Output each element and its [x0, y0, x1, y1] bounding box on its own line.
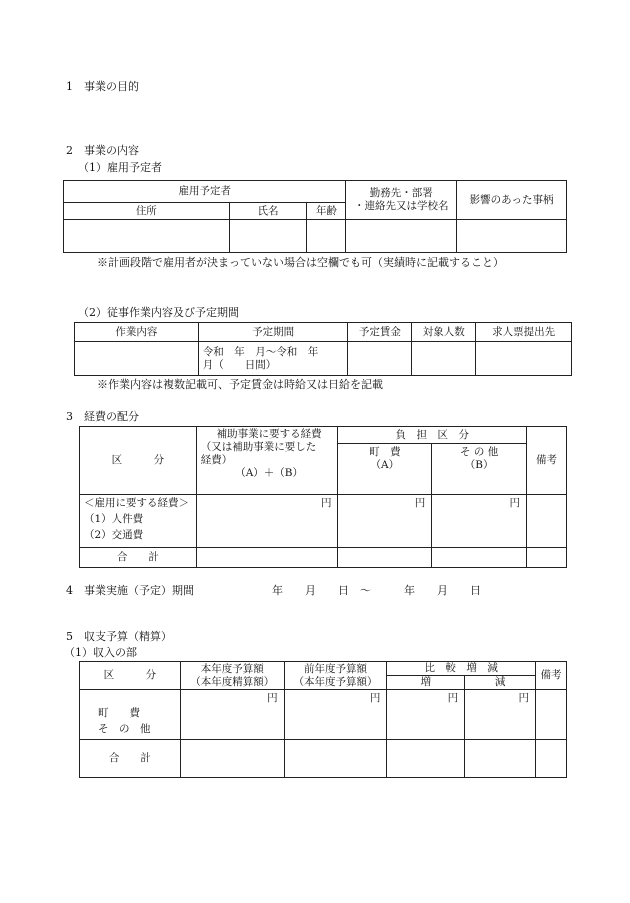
section-4-date: 年 月 日 ～ 年 月 日 [272, 584, 481, 597]
note-1: ※計画段階で雇用者が決まっていない場合は空欄でも可（実績時に記載すること） [97, 256, 504, 269]
section-2-sub2: （2）従事作業内容及び予定期間 [78, 306, 239, 319]
expense-total-line2: （又は補助事業に要した [200, 441, 317, 453]
town-header-label: 町 費 [369, 446, 401, 458]
workplace-header-line2: ・連絡先又は学校名 [354, 200, 449, 212]
section-5-sub1: （1）収入の部 [64, 646, 137, 659]
decrease-value: 円 [465, 690, 536, 740]
income-biko-header: 備考 [536, 662, 567, 690]
note-2: ※作業内容は複数記載可、予定賃金は時給又は日給を記載 [97, 378, 383, 391]
section-2-title: 2 事業の内容 [66, 144, 139, 157]
income-table [79, 661, 567, 778]
town-value: 円 [338, 495, 432, 548]
period-header: 予定期間 [198, 323, 348, 342]
expense-total-header [196, 427, 338, 495]
other-value: 円 [432, 495, 527, 548]
this-year-line1: 本年度予算額 [200, 662, 264, 675]
this-year-header [180, 662, 284, 690]
expense-total-line1: 補助事業に要する経費 [216, 428, 322, 440]
increase-value: 円 [387, 690, 465, 740]
influence-header: 影響のあった事柄 [457, 181, 567, 220]
expense-biko-header: 備考 [527, 427, 567, 495]
age-cell [307, 220, 346, 253]
expense-table [79, 426, 567, 568]
compare-header: 比 較 増 減 [387, 662, 536, 676]
period-line2: 月（ 日間） [202, 358, 277, 371]
prev-year-line2: （本年度予算額） [293, 675, 378, 688]
decrease-sum [465, 740, 536, 778]
prev-year-sum [284, 740, 387, 778]
prev-year-line1: 前年度予算額 [303, 662, 367, 675]
expense-biko-cell [527, 495, 567, 548]
section-4-title: 4 事業実施（予定）期間 [66, 584, 194, 597]
period-line1: 令和 年 月～令和 年 [202, 345, 319, 358]
town-header [338, 444, 432, 495]
expense-item-2: （1）人件費 [84, 513, 144, 525]
income-items-cell [80, 690, 181, 740]
name-cell [229, 220, 307, 253]
income-item-town: 町 費 [98, 707, 140, 719]
expense-item-1: ＜雇用に要する経費＞ [84, 497, 189, 509]
dest-cell [476, 342, 572, 376]
name-header: 氏名 [229, 203, 307, 220]
expense-kubun-header: 区 分 [80, 427, 197, 495]
other-sum [432, 548, 527, 568]
income-item-other: そ の 他 [98, 723, 151, 735]
employee-table [63, 180, 567, 253]
prev-year-value: 円 [284, 690, 387, 740]
burden-header: 負 担 区 分 [338, 427, 527, 444]
income-biko-sum [536, 740, 567, 778]
increase-header: 増 [387, 676, 465, 690]
workplace-header-line1: 勤務先・部署 [369, 187, 433, 199]
period-cell [198, 342, 348, 376]
town-header-a: （A） [370, 459, 400, 471]
biko-sum [527, 548, 567, 568]
influence-cell [457, 220, 567, 253]
age-header: 年齢 [307, 203, 346, 220]
expense-total-sum [196, 548, 338, 568]
town-sum [338, 548, 432, 568]
count-header: 対象人数 [412, 323, 476, 342]
section-3-title: 3 経費の配分 [66, 410, 139, 423]
employee-group-header: 雇用予定者 [64, 181, 346, 203]
income-biko-cell [536, 690, 567, 740]
wage-header: 予定賃金 [348, 323, 412, 342]
this-year-sum [180, 740, 284, 778]
expense-total-line3: 経費） [200, 454, 233, 466]
section-5-title: 5 収支予算（精算） [66, 630, 172, 643]
dest-header: 求人票提出先 [476, 323, 572, 342]
expense-item-3: （2）交通費 [84, 529, 144, 541]
address-header: 住所 [64, 203, 230, 220]
work-table [74, 322, 572, 376]
other-header [432, 444, 527, 495]
wage-cell [348, 342, 412, 376]
section-2-sub1: （1）雇用予定者 [78, 161, 162, 174]
count-cell [412, 342, 476, 376]
income-total-label: 合 計 [80, 740, 181, 778]
workplace-cell [346, 220, 457, 253]
expense-items-cell [80, 495, 197, 548]
this-year-line2: （本年度精算額） [190, 675, 275, 688]
increase-sum [387, 740, 465, 778]
this-year-value: 円 [180, 690, 284, 740]
section-1-title: 1 事業の目的 [66, 80, 139, 93]
address-cell [64, 220, 230, 253]
income-kubun-header: 区 分 [80, 662, 181, 690]
workplace-header [346, 181, 457, 220]
expense-total-label: 合 計 [80, 548, 197, 568]
other-header-b: （B） [464, 459, 494, 471]
other-header-label: そ の 他 [460, 446, 499, 458]
work-cell [75, 342, 199, 376]
expense-total-value: 円 [196, 495, 338, 548]
prev-year-header [284, 662, 387, 690]
work-header: 作業内容 [75, 323, 199, 342]
decrease-header: 減 [465, 676, 536, 690]
expense-total-line4: （A）＋（B） [235, 467, 304, 479]
